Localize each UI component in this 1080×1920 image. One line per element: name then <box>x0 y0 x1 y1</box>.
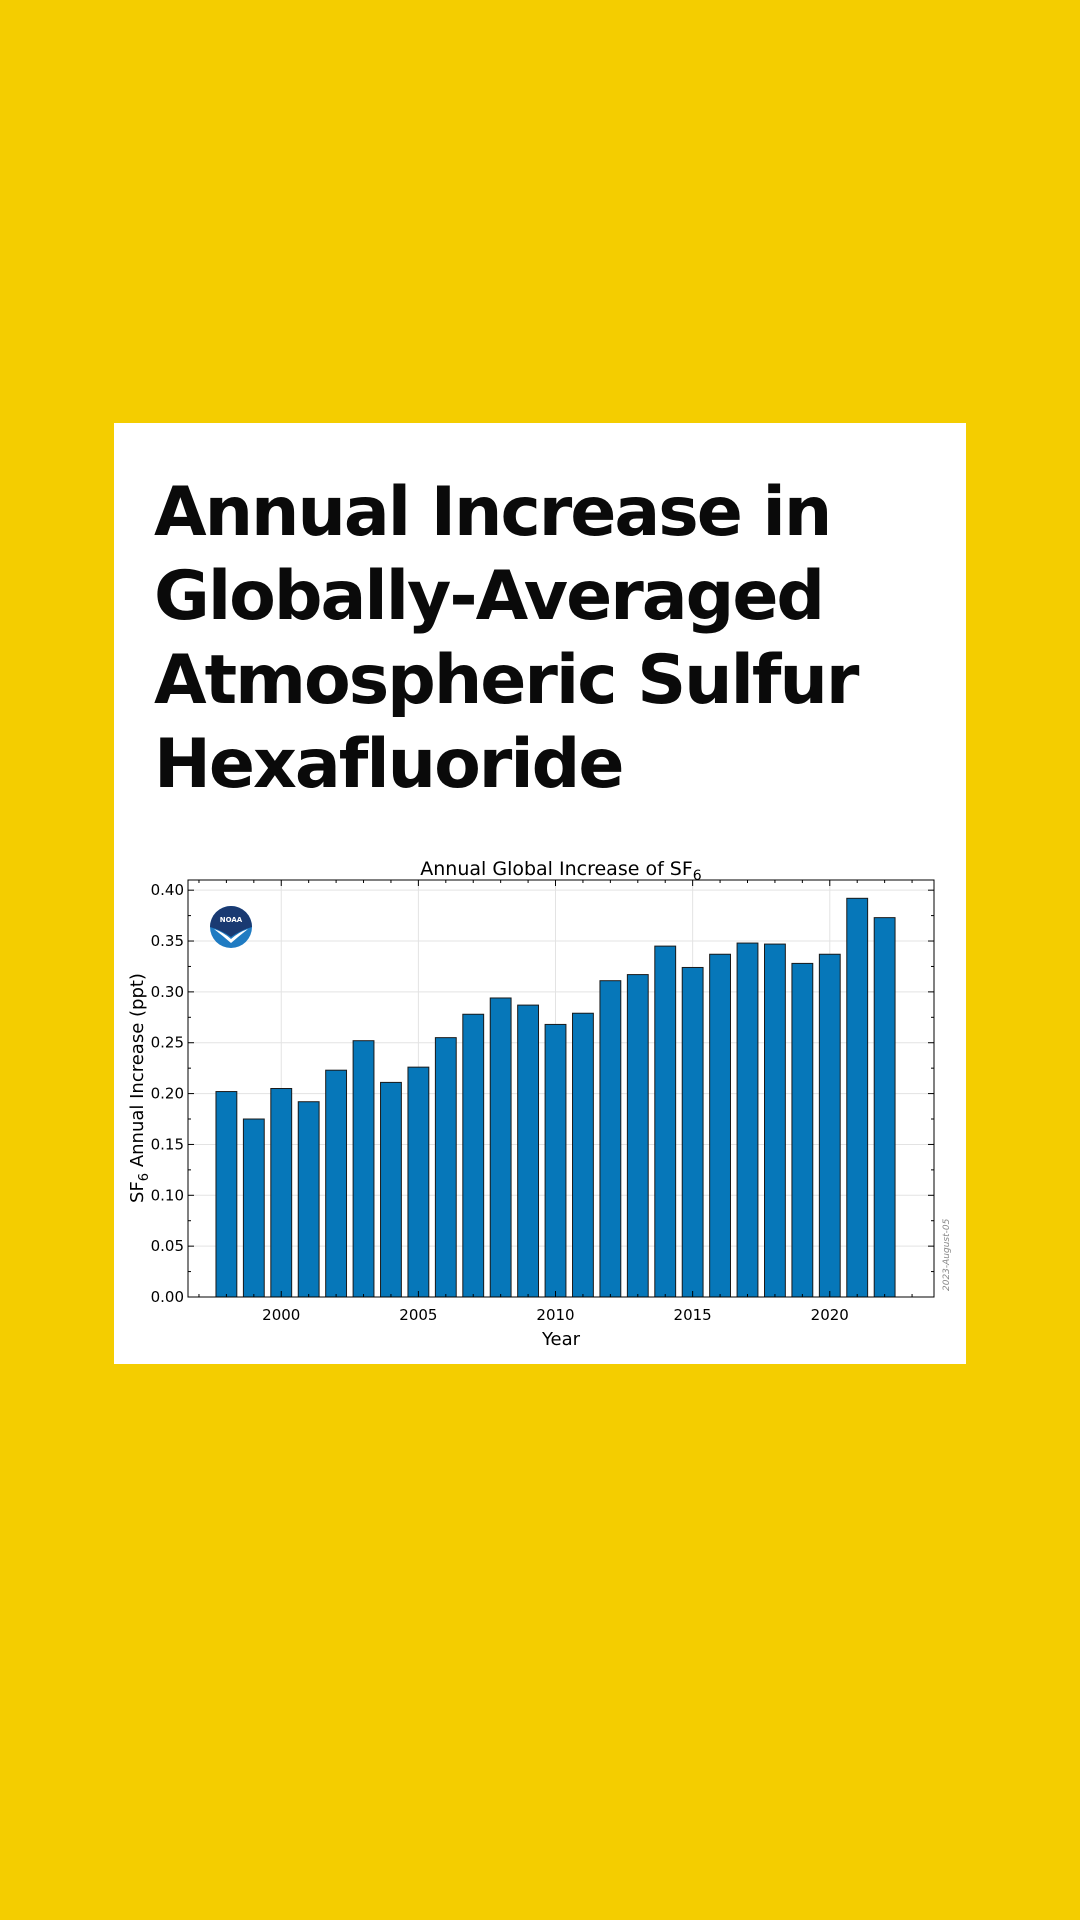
bar-2010 <box>545 1024 566 1297</box>
bar-2002 <box>326 1070 347 1297</box>
y-tick-label: 0.30 <box>150 982 184 1001</box>
bar-1998 <box>216 1092 237 1297</box>
bar-1999 <box>243 1119 264 1297</box>
y-tick-label: 0.00 <box>150 1288 184 1306</box>
x-tick-label: 2000 <box>262 1306 301 1324</box>
chart-title: Annual Global Increase of $SF_6$ <box>420 858 702 884</box>
bar-2012 <box>600 981 621 1297</box>
y-tick-label: 0.05 <box>150 1237 184 1256</box>
bar-2015 <box>682 967 703 1297</box>
y-tick-label: 0.25 <box>150 1033 184 1052</box>
bar-2005 <box>408 1067 429 1297</box>
bar-2000 <box>271 1089 292 1298</box>
bar-2020 <box>819 954 840 1297</box>
bar-2009 <box>518 1005 539 1297</box>
chart <box>114 858 966 1358</box>
y-tick-label: 0.35 <box>150 932 184 951</box>
bar-2018 <box>765 944 786 1297</box>
bar-2013 <box>627 975 648 1297</box>
x-tick-label: 2015 <box>673 1306 712 1324</box>
bar-2019 <box>792 963 813 1297</box>
date-stamp: 2023-August-05 <box>942 1218 952 1291</box>
y-tick-label: 0.40 <box>150 881 184 900</box>
bar-2007 <box>463 1014 484 1297</box>
noaa-logo-text: NOAA <box>219 916 243 924</box>
y-axis-title: $SF_6$ Annual Increase (ppt) <box>127 973 152 1203</box>
bar-2001 <box>298 1102 319 1297</box>
x-tick-label: 2005 <box>399 1306 438 1324</box>
bar-2003 <box>353 1041 374 1297</box>
y-tick-label: 0.20 <box>150 1084 184 1103</box>
bar-2006 <box>435 1038 456 1297</box>
y-tick-label: 0.15 <box>150 1135 184 1154</box>
bar-2008 <box>490 998 511 1297</box>
bar-2017 <box>737 943 758 1297</box>
x-axis-title: Year <box>541 1329 581 1350</box>
y-tick-label: 0.10 <box>150 1186 184 1205</box>
bar-2021 <box>847 898 868 1297</box>
card <box>114 423 966 1364</box>
x-tick-label: 2020 <box>810 1306 849 1324</box>
bar-2016 <box>710 954 731 1297</box>
headline: Annual Increase in Globally-Averaged Atmospheric Sulfur Hexafluoride <box>154 473 858 804</box>
bar-2011 <box>573 1013 594 1297</box>
bar-2004 <box>381 1082 402 1297</box>
bar-2022 <box>874 918 895 1297</box>
bar-2014 <box>655 946 676 1297</box>
noaa-logo <box>210 906 252 948</box>
x-tick-label: 2010 <box>536 1306 575 1324</box>
